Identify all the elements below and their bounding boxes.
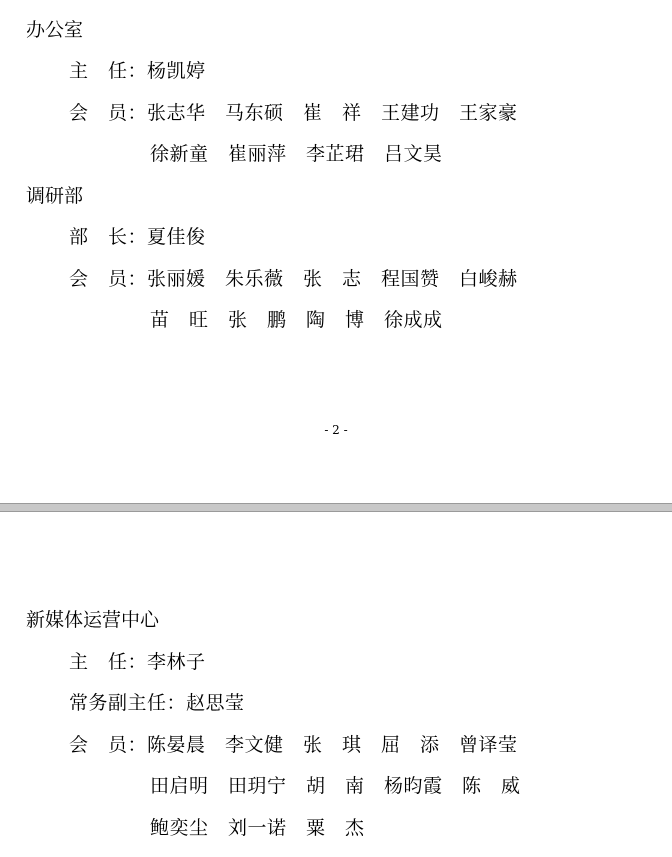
office-members-line-1: 会 员：张志华 马东硕 崔 祥 王建功 王家豪 (69, 102, 518, 124)
section-heading-research: 调研部 (26, 185, 84, 207)
section-heading-new-media: 新媒体运营中心 (26, 609, 160, 631)
research-members-line-2: 苗 旺 张 鹏 陶 博 徐成成 (150, 309, 443, 331)
section-heading-office: 办公室 (26, 19, 84, 41)
new-media-members-line-2: 田启明 田玥宁 胡 南 杨昀霞 陈 威 (150, 775, 521, 797)
new-media-members-line-3: 鲍奕尘 刘一诺 粟 杰 (150, 817, 365, 839)
research-minister-line: 部 长：夏佳俊 (69, 226, 206, 248)
page-break-divider (0, 503, 672, 512)
page-number: - 2 - (324, 423, 348, 437)
new-media-director-line: 主 任：李林子 (69, 651, 206, 673)
new-media-deputy-line: 常务副主任：赵思莹 (69, 692, 245, 714)
office-members-line-2: 徐新童 崔丽萍 李芷珺 吕文昊 (150, 143, 443, 165)
research-members-line-1: 会 员：张丽媛 朱乐薇 张 志 程国赞 白峻赫 (69, 268, 518, 290)
office-director-line: 主 任：杨凯婷 (69, 60, 206, 82)
document-page-3 (0, 512, 672, 857)
new-media-members-line-1: 会 员：陈晏晨 李文健 张 琪 屈 添 曾译莹 (69, 734, 518, 756)
